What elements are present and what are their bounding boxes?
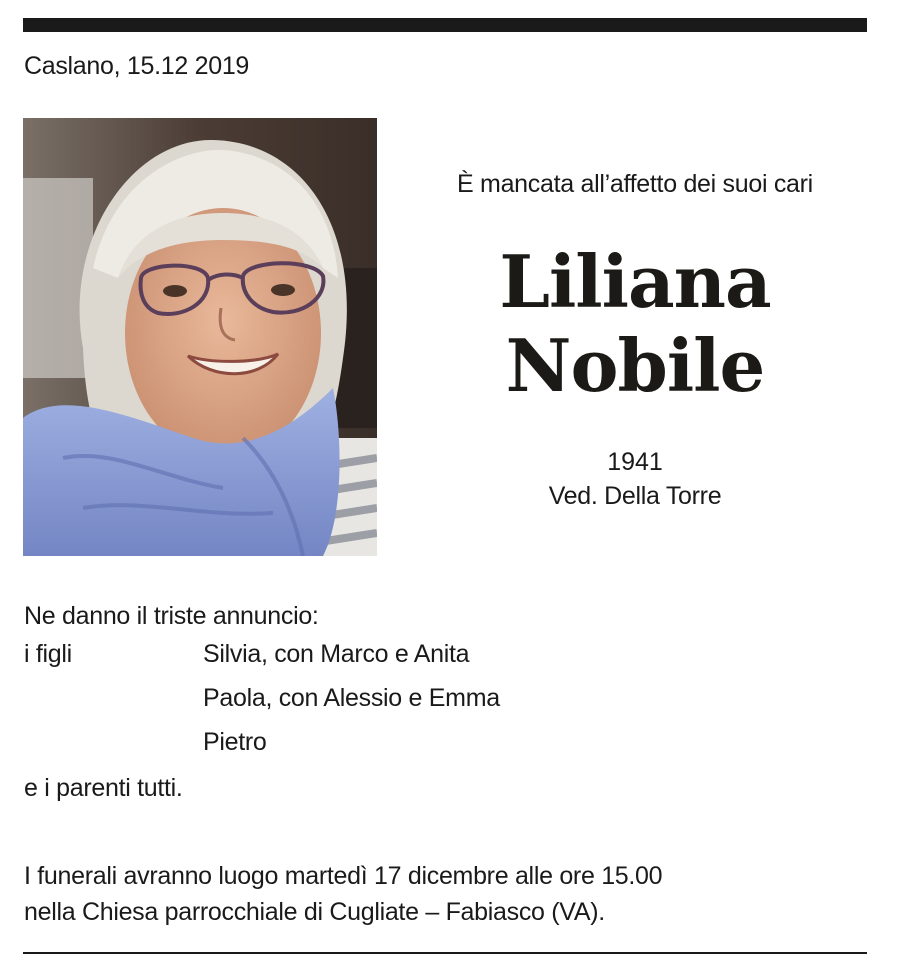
deceased-last-name: Nobile bbox=[505, 323, 765, 408]
intro-line: È mancata all’affetto dei suoi cari bbox=[457, 170, 813, 198]
widow-of: Ved. Della Torre bbox=[548, 482, 722, 510]
portrait-photo bbox=[23, 118, 377, 556]
child-entry: Paola, con Alessio e Emma bbox=[203, 684, 500, 712]
place-date: Caslano, 15.12 2019 bbox=[24, 52, 250, 80]
child-entry: Silvia, con Marco e Anita bbox=[203, 640, 470, 668]
bottom-rule bbox=[23, 952, 867, 954]
announcement-lead: Ne danno il triste annuncio: bbox=[24, 602, 319, 630]
funeral-location-line: nella Chiesa parrocchiale di Cugliate – Fabiasco (VA). bbox=[24, 898, 605, 926]
birth-year: 1941 bbox=[607, 448, 663, 476]
child-entry: Pietro bbox=[203, 728, 267, 756]
relatives-line: e i parenti tutti. bbox=[24, 774, 183, 802]
children-label: i figli bbox=[24, 640, 72, 668]
top-rule bbox=[23, 18, 867, 32]
funeral-info-line: I funerali avranno luogo martedì 17 dicembre alle ore 15.00 bbox=[24, 862, 663, 890]
deceased-first-name: Liliana bbox=[499, 239, 771, 324]
